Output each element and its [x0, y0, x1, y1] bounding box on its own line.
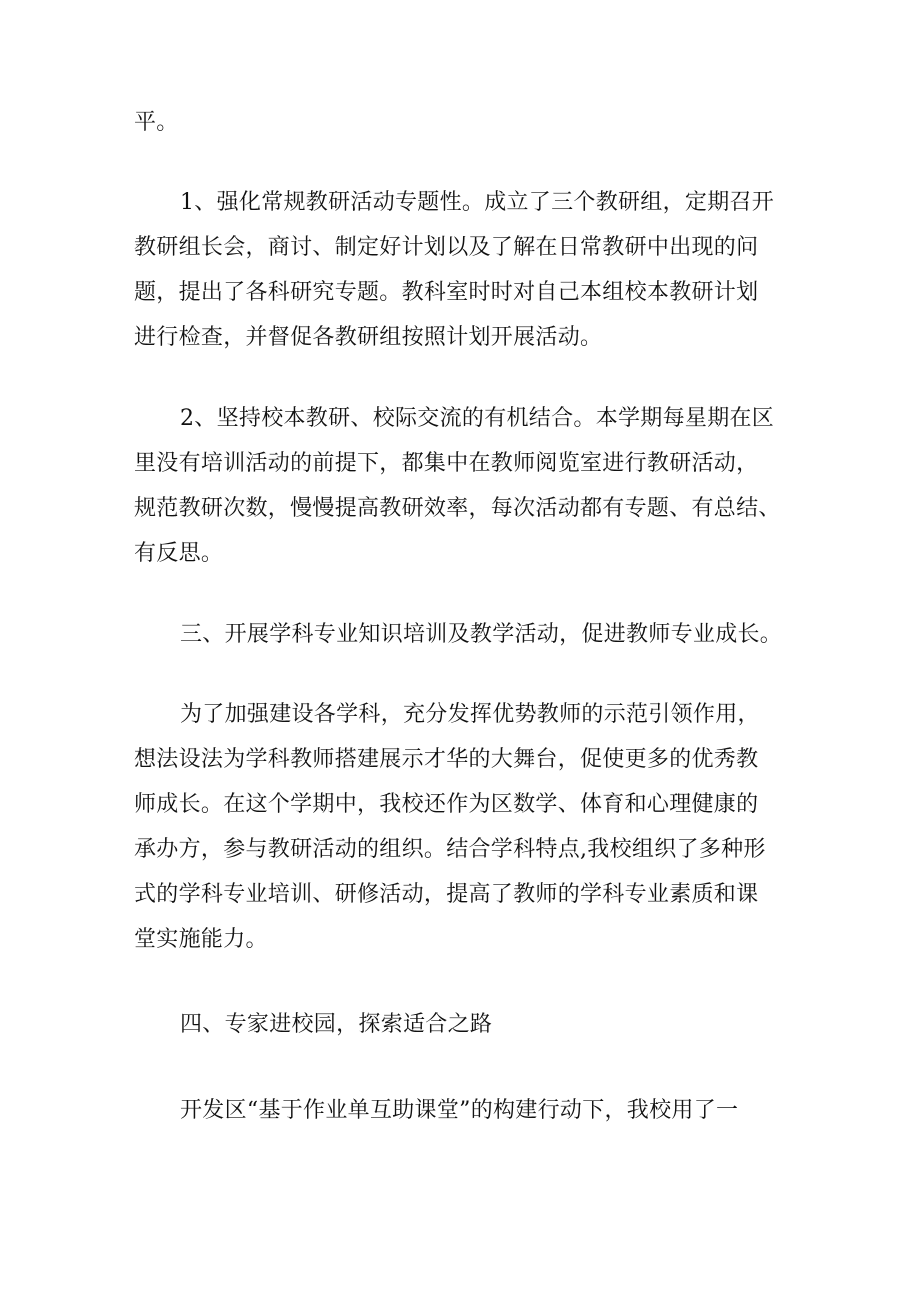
paragraph-1-line-1: 教研组长会，商讨、制定好计划以及了解在日常教研中出现的问	[134, 235, 759, 260]
paragraph-0-line-0: 平。	[134, 110, 179, 135]
paragraph-2-line-1: 里没有培训活动的前提下，都集中在教师阅览室进行教研活动，	[134, 451, 759, 476]
paragraph-2-line-2: 规范教研次数，慢慢提高教研效率，每次活动都有专题、有总结、	[134, 496, 781, 521]
paragraph-2-line-0: 2、坚持校本教研、校际交流的有机结合。本学期每星期在区	[180, 406, 775, 431]
paragraph-4-line-0: 为了加强建设各学科，充分发挥优势教师的示范引领作用，	[180, 702, 760, 727]
paragraph-4-line-5: 堂实施能力。	[134, 927, 268, 952]
paragraph-2-line-3: 有反思。	[134, 541, 224, 566]
section-heading-three: 三、开展学科专业知识培训及教学活动，促进教师专业成长。	[180, 622, 783, 647]
paragraph-1-line-0: 1、强化常规教研活动专题性。成立了三个教研组，定期召开	[180, 190, 775, 215]
paragraph-1-line-2: 题，提出了各科研究专题。教科室时时对自己本组校本教研计划	[134, 280, 759, 305]
paragraph-4-line-4: 式的学科专业培训、研修活动，提高了教师的学科专业素质和课	[134, 882, 759, 907]
paragraph-4-line-1: 想法设法为学科教师搭建展示才华的大舞台，促使更多的优秀教	[134, 747, 759, 772]
paragraph-6-line-0: 开发区“基于作业单互助课堂”的构建行动下，我校用了一	[180, 1098, 739, 1123]
paragraph-4-line-2: 师成长。在这个学期中，我校还作为区数学、体育和心理健康的	[134, 792, 759, 817]
section-heading-four: 四、专家进校园，探索适合之路	[180, 1012, 493, 1037]
paragraph-4-line-3: 承办方，参与教研活动的组织。结合学科特点,我校组织了多种形	[134, 837, 766, 862]
paragraph-1-line-3: 进行检查，并督促各教研组按照计划开展活动。	[134, 325, 603, 350]
